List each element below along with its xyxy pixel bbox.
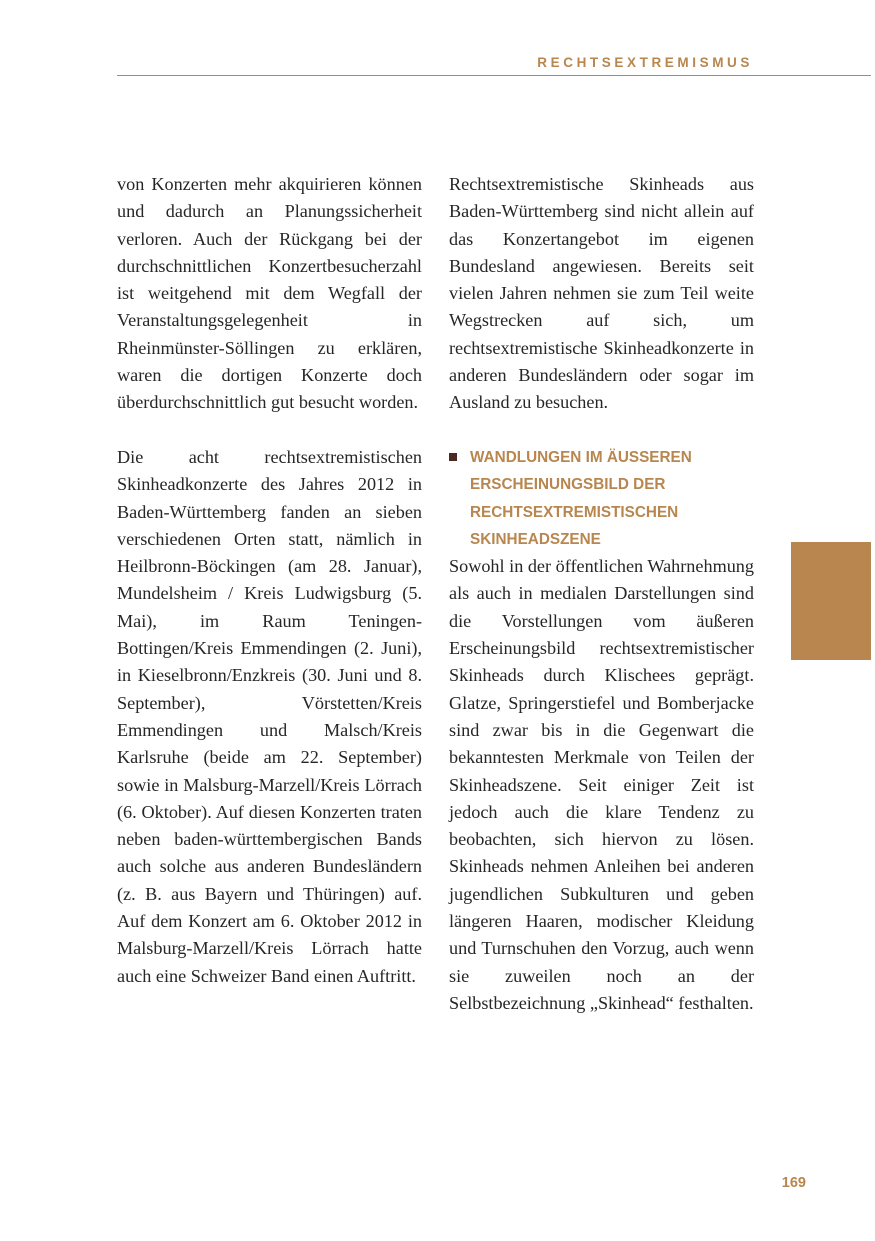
page-number: 169 — [781, 1175, 806, 1191]
body-paragraph: Rechtsextremistische Skinheads aus Baden-Württemberg sind nicht allein auf das Konzertangebot im eigenen Bundesland angewiesen. Bereits seit vielen Jahren nehmen sie zum Teil weite Wegstrecken auf sich, um rechtsextremistische Skinheadkonzerte in anderen Bundesländern oder sogar im Ausland zu besuchen. — [449, 174, 754, 413]
running-title: RECHTSEXTREMISMUS — [537, 55, 753, 70]
header-rule — [117, 75, 871, 76]
left-column — [117, 171, 422, 990]
body-paragraph: von Konzerten mehr akquirieren können und dadurch an Planungssicherheit verloren. Auch der Rückgang bei der durchschnittlichen Konzertbesucherzahl ist weitgehend mit dem Wegfall der Veranstaltungsgelegenheit in Rheinmünster-Söllingen zu erklären, waren die dortigen Konzerte doch überdurchschnittlich gut besucht worden. — [117, 174, 422, 413]
right-column — [449, 171, 754, 1017]
body-paragraph: Die acht rechtsextremistischen Skinheadkonzerte des Jahres 2012 in Baden-Württemberg fanden an sieben verschiedenen Orten statt, nämlich in Heilbronn-Böckingen (am 28. Januar), Mundelsheim / Kreis Ludwigsburg (5. Mai), im Raum Teningen-Bottingen/Kreis Emmendingen (2. Juni), in Kieselbronn/Enzkreis (30. Juni und 8. September), Vörstetten/Kreis Emmendingen und Malsch/Kreis Karlsruhe (beide am 22. September) sowie in Malsburg-Marzell/Kreis Lörrach (6. Oktober). Auf diesen Konzerten traten neben baden-württembergischen Bands auch solche aus anderen Bundesländern (z. B. aus Bayern und Thüringen) auf. Auf dem Konzert am 6. Oktober 2012 in Malsburg-Marzell/Kreis Lörrach hatte auch eine Schweizer Band einen Auftritt. — [117, 446, 422, 986]
section-heading-text: WANDLUNGEN IM ÄUSSEREN ERSCHEINUNGSBILD DER RECHTSEXTREMISTISCHEN SKINHEADSZENE — [470, 448, 692, 548]
chapter-tab-marker — [791, 542, 871, 660]
section-heading — [449, 444, 754, 553]
body-paragraph: Sowohl in der öffentlichen Wahrnehmung als auch in medialen Darstellungen sind die Vorstellungen vom äußeren Erscheinungsbild rechtsextremistischer Skinheads durch Klischees geprägt. Glatze, Springerstiefel und Bomberjacke sind zwar bis in die Gegenwart die bekanntesten Merkmale von Teilen der Skinheadszene. Seit einiger Zeit ist jedoch auch die klare Tendenz zu beobachten, sich hiervon zu lösen. Skinheads nehmen Anleihen bei anderen jugendlichen Subkulturen und geben längeren Haaren, modischer Kleidung und Turnschuhen den Vorzug, auch wenn sie zuweilen noch an der Selbstbezeichnung „Skinhead“ festhalten. — [449, 556, 754, 1013]
square-bullet-icon — [449, 453, 457, 461]
